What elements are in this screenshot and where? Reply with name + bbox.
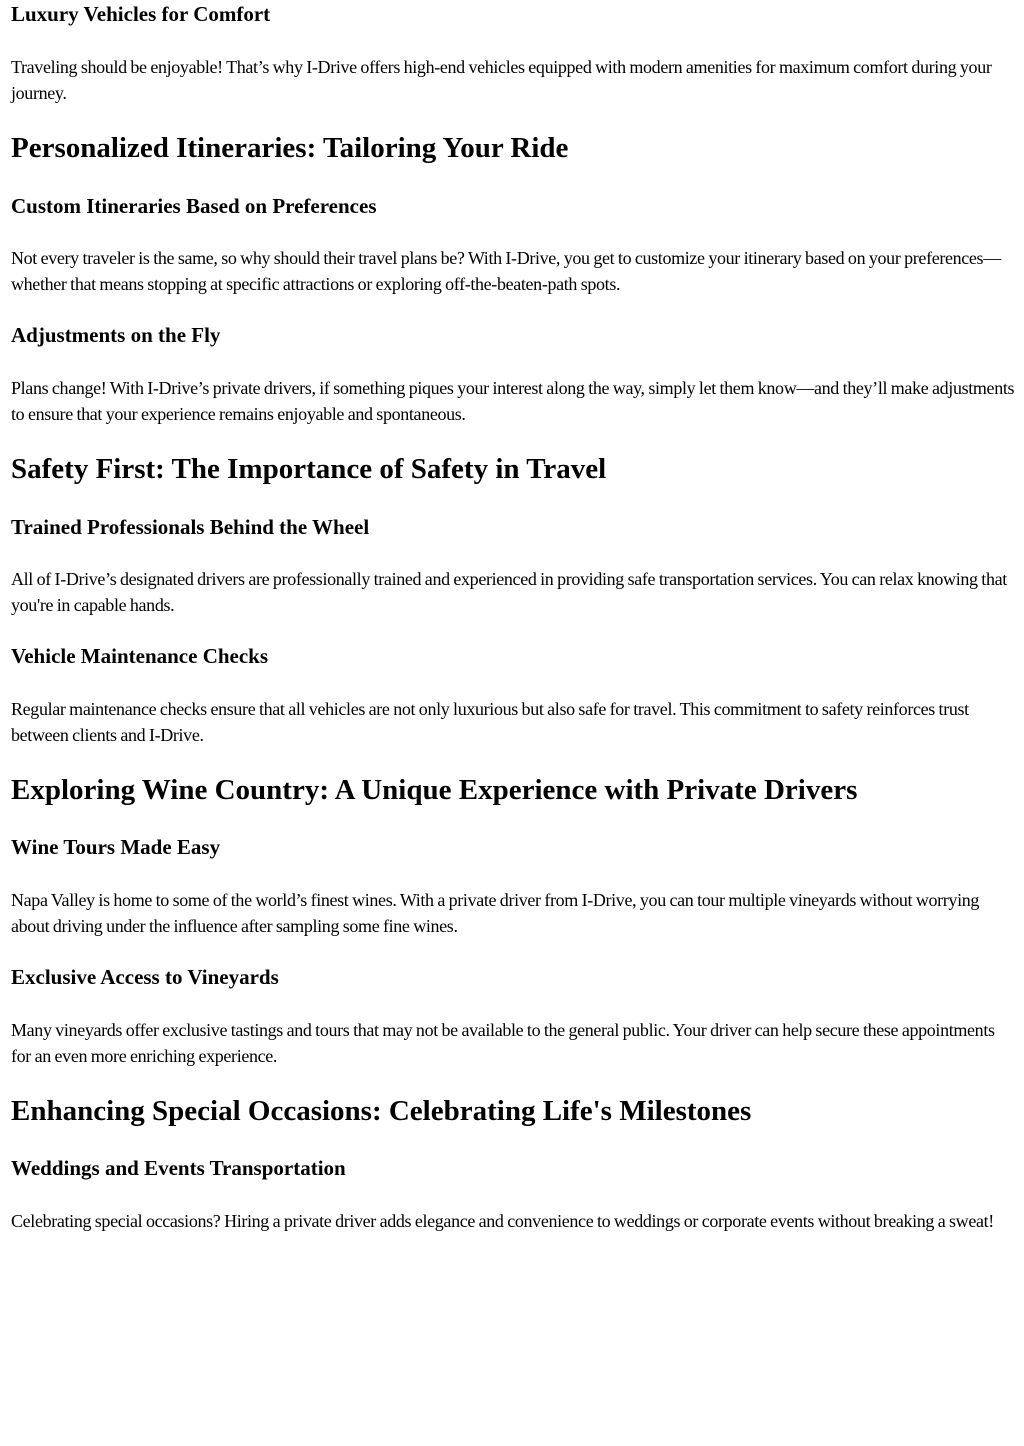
subsection-heading-weddings-events: Weddings and Events Transportation: [11, 1156, 346, 1180]
paragraph-vehicle-maintenance: Regular maintenance checks ensure that all vehicles are not only luxurious but also safe for travel. This commitment to safety reinforces trust between clients and I-Drive.: [11, 699, 969, 745]
paragraph-weddings-events: Celebrating special occasions? Hiring a private driver adds elegance and convenience to weddings or corporate events without breaking a sweat!: [11, 1211, 994, 1231]
subsection-heading-custom-itineraries: Custom Itineraries Based on Preferences: [11, 194, 377, 218]
subsection-heading-vehicle-maintenance: Vehicle Maintenance Checks: [11, 644, 269, 668]
paragraph-luxury-vehicles: Traveling should be enjoyable! That’s why I-Drive offers high-end vehicles equipped with modern amenities for maximum comfort during your journey.: [11, 57, 992, 103]
subsection-heading-trained-professionals: Trained Professionals Behind the Wheel: [11, 515, 370, 539]
section-heading-special-occasions: Enhancing Special Occasions: Celebrating Life's Milestones: [11, 1095, 752, 1127]
section-heading-personalized-itineraries: Personalized Itineraries: Tailoring Your Ride: [11, 132, 569, 164]
paragraph-exclusive-access: Many vineyards offer exclusive tastings and tours that may not be available to the general public. Your driver can help secure these appointments for an even more enriching experience.: [11, 1020, 995, 1066]
subsection-heading-luxury-vehicles: Luxury Vehicles for Comfort: [11, 2, 271, 26]
paragraph-custom-itineraries: Not every traveler is the same, so why should their travel plans be? With I-Drive, you get to customize your itinerary based on your preferences—whether that means stopping at specific attractions or exploring off-the-beaten-path spots.: [11, 248, 1001, 294]
subsection-heading-exclusive-access: Exclusive Access to Vineyards: [11, 965, 279, 989]
paragraph-trained-professionals: All of I-Drive’s designated drivers are professionally trained and experienced in providing safe transportation services. You can relax knowing that you're in capable hands.: [11, 569, 1007, 615]
subsection-heading-adjustments: Adjustments on the Fly: [11, 323, 221, 347]
section-heading-wine-country: Exploring Wine Country: A Unique Experience with Private Drivers: [11, 774, 858, 806]
subsection-heading-wine-tours: Wine Tours Made Easy: [11, 835, 221, 859]
paragraph-wine-tours: Napa Valley is home to some of the world’s finest wines. With a private driver from I-Drive, you can tour multiple vineyards without worrying about driving under the influence after sampling some fine wines.: [11, 890, 980, 936]
paragraph-adjustments: Plans change! With I-Drive’s private drivers, if something piques your interest along the way, simply let them know—and they’ll make adjustments to ensure that your experience remains enjoyable and spontaneous.: [11, 378, 1015, 424]
section-heading-safety-first: Safety First: The Importance of Safety in Travel: [11, 453, 607, 485]
